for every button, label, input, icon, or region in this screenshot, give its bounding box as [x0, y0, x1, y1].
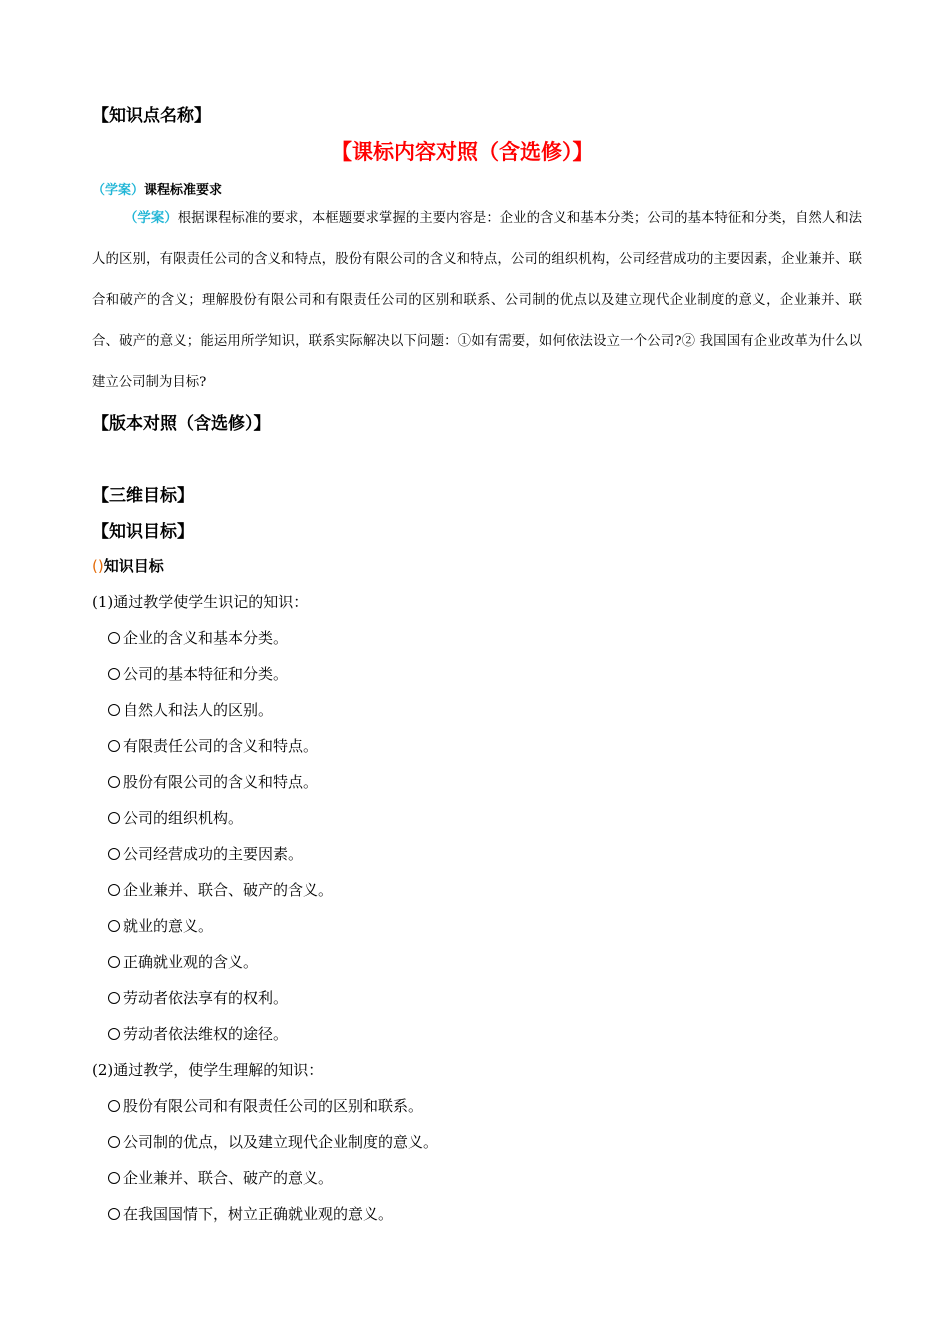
list-item: 自然人和法人的区别。 — [108, 699, 333, 735]
list-item: 劳动者依法享有的权利。 — [108, 987, 333, 1023]
sub-heading-paren: () — [92, 557, 104, 575]
circle-bullet-icon — [108, 884, 120, 896]
three-dim-goal-heading: 【三维目标】 — [92, 486, 194, 506]
knowledge-goal-heading: 【知识目标】 — [92, 522, 194, 542]
study-tag: （学案） — [92, 183, 145, 198]
circle-bullet-icon — [108, 1100, 120, 1112]
list-item: 就业的意义。 — [108, 915, 333, 951]
section2-title: (2)通过教学，使学生理解的知识： — [92, 1061, 324, 1079]
sub-heading-label: 知识目标 — [103, 557, 164, 575]
list-item: 劳动者依法维权的途径。 — [108, 1023, 333, 1059]
list-item: 有限责任公司的含义和特点。 — [108, 735, 333, 771]
circle-bullet-icon — [108, 956, 120, 968]
circle-bullet-icon — [108, 632, 120, 644]
curriculum-title: 【课标内容对照（含选修）】 — [331, 140, 594, 164]
list-item: 在我国国情下，树立正确就业观的意义。 — [108, 1203, 438, 1239]
circle-bullet-icon — [108, 812, 120, 824]
knowledge-name-heading: 【知识点名称】 — [92, 106, 211, 126]
list-item: 企业兼并、联合、破产的意义。 — [108, 1167, 438, 1203]
list-item: 企业的含义和基本分类。 — [108, 627, 333, 663]
list-item: 股份有限公司的含义和特点。 — [108, 771, 333, 807]
circle-bullet-icon — [108, 920, 120, 932]
circle-bullet-icon — [108, 668, 120, 680]
list-item: 公司经营成功的主要因素。 — [108, 843, 333, 879]
version-compare-heading: 【版本对照（含选修）】 — [92, 414, 271, 434]
circle-bullet-icon — [108, 704, 120, 716]
knowledge-sub-heading — [92, 555, 164, 576]
study-requirement-line — [92, 179, 222, 198]
circle-bullet-icon — [108, 1028, 120, 1040]
circle-bullet-icon — [108, 740, 120, 752]
list-item: 正确就业观的含义。 — [108, 951, 333, 987]
paragraph-text: 根据课程标准的要求，本框题要求掌握的主要内容是：企业的含义和基本分类；公司的基本特征和分类，自然人和法人的区别，有限责任公司的含义和特点，股份有限公司的含义和特点，公司的组织机构，公司经营成功的主要因素，企业兼并、联合和破产的含义；理解股份有限公司和有限责任公司的区别和联系、公司制的优点以及建立现代企业制度的意义，企业兼并、联合、破产的意义；能运用所学知识，联系实际解决以下问题：①如有需要，如何依法设立一个公司?② 我国国有企业改革为什么以建立公司制为目标? — [92, 211, 863, 390]
study-requirement-label: 课程标准要求 — [144, 183, 223, 198]
circle-bullet-icon — [108, 848, 120, 860]
list-item: 公司制的优点，以及建立现代企业制度的意义。 — [108, 1131, 438, 1167]
list-item: 公司的基本特征和分类。 — [108, 663, 333, 699]
circle-bullet-icon — [108, 992, 120, 1004]
circle-bullet-icon — [108, 776, 120, 788]
requirement-paragraph — [92, 198, 862, 403]
circle-bullet-icon — [108, 1172, 120, 1184]
circle-bullet-icon — [108, 1208, 120, 1220]
section1-list — [108, 627, 333, 1059]
section1-title: (1)通过教学使学生识记的知识： — [92, 593, 309, 611]
paragraph-tag: （学案） — [124, 211, 178, 226]
list-item: 公司的组织机构。 — [108, 807, 333, 843]
list-item: 股份有限公司和有限责任公司的区别和联系。 — [108, 1095, 438, 1131]
circle-bullet-icon — [108, 1136, 120, 1148]
list-item: 企业兼并、联合、破产的含义。 — [108, 879, 333, 915]
section2-list — [108, 1095, 438, 1239]
